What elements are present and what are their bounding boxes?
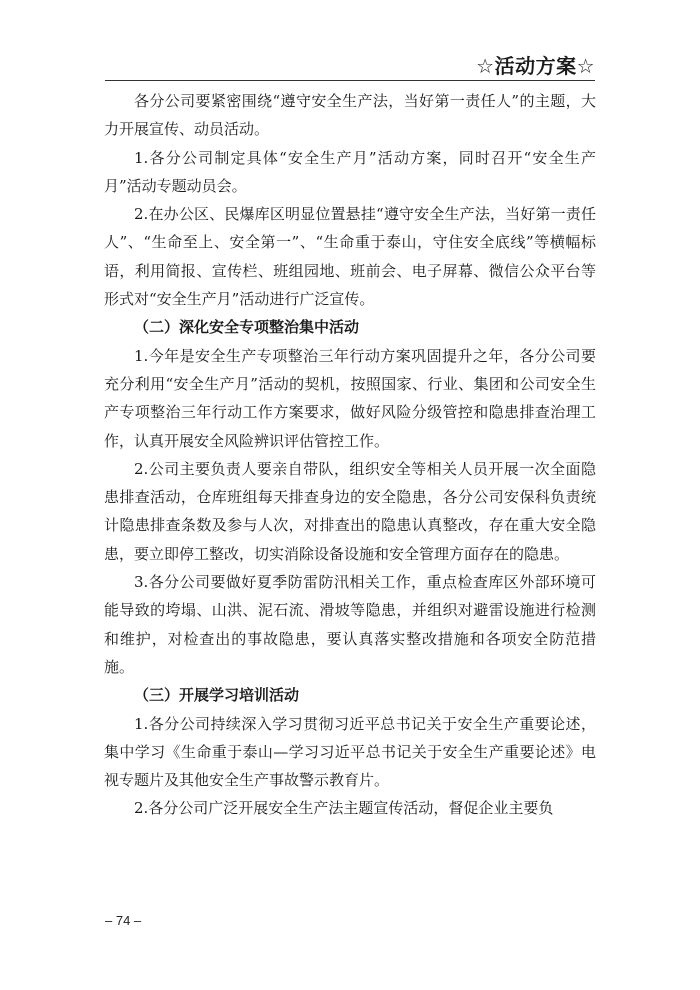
paragraph-section3-item-1: 1.各分公司持续深入学习贯彻习近平总书记关于安全生产重要论述，集中学习《生命重于泰山—学习习近平总书记关于安全生产重要论述》电视专题片及其他安全生产事故警示教育片。 [104,714,596,790]
page-header-title: ☆活动方案☆ [476,54,595,78]
paragraph-item-1: 1.各分公司制定具体“安全生产月”活动方案，同时召开“安全生产月”活动专题动员会。 [104,148,596,195]
paragraph-item-2: 2.在办公区、民爆库区明显位置悬挂“遵守安全生产法，当好第一责任人”、“生命至上、安全第一”、“生命重于泰山，守住安全底线”等横幅标语，利用简报、宣传栏、班组园地、班前会、电子屏幕、微信公众平台等形式对“安全生产月”活动进行广泛宣传。 [104,205,596,309]
document-body [104,87,596,823]
paragraph-section2-item-2: 2.公司主要负责人要亲自带队，组织安全等相关人员开展一次全面隐患排查活动，仓库班组每天排查身边的安全隐患，各分公司安保科负责统计隐患排查条数及参与人次，对排查出的隐患认真整改，存在重大安全隐患，要立即停工整改，切实消除设备设施和安全管理方面存在的隐患。 [104,459,596,563]
header-divider [105,80,595,81]
paragraph-section2-item-3: 3.各分公司要做好夏季防雷防汛相关工作，重点检查库区外部环境可能导致的垮塌、山洪、泥石流、滑坡等隐患，并组织对避雷设施进行检测和维护，对检查出的事故隐患，要认真落实整改措施和各项安全防范措施。 [104,573,596,676]
section-heading-2: （二）深化安全专项整治集中活动 [134,318,360,337]
paragraph-section2-item-1: 1.今年是安全生产专项整治三年行动方案巩固提升之年，各分公司要充分利用“安全生产月”活动的契机，按照国家、行业、集团和公司安全生产专项整治三年行动工作方案要求，做好风险分级管控和隐患排查治理工作，认真开展安全风险辨识评估管控工作。 [104,346,596,450]
section-heading-3: （三）开展学习培训活动 [134,686,300,705]
paragraph-section3-item-2: 2.各分公司广泛开展安全生产法主题宣传活动，督促企业主要负 [134,799,554,818]
paragraph-intro: 各分公司要紧密围绕“遵守安全生产法，当好第一责任人”的主题，大力开展宣传、动员活动。 [104,92,596,139]
page-number: – 74 – [105,913,142,928]
